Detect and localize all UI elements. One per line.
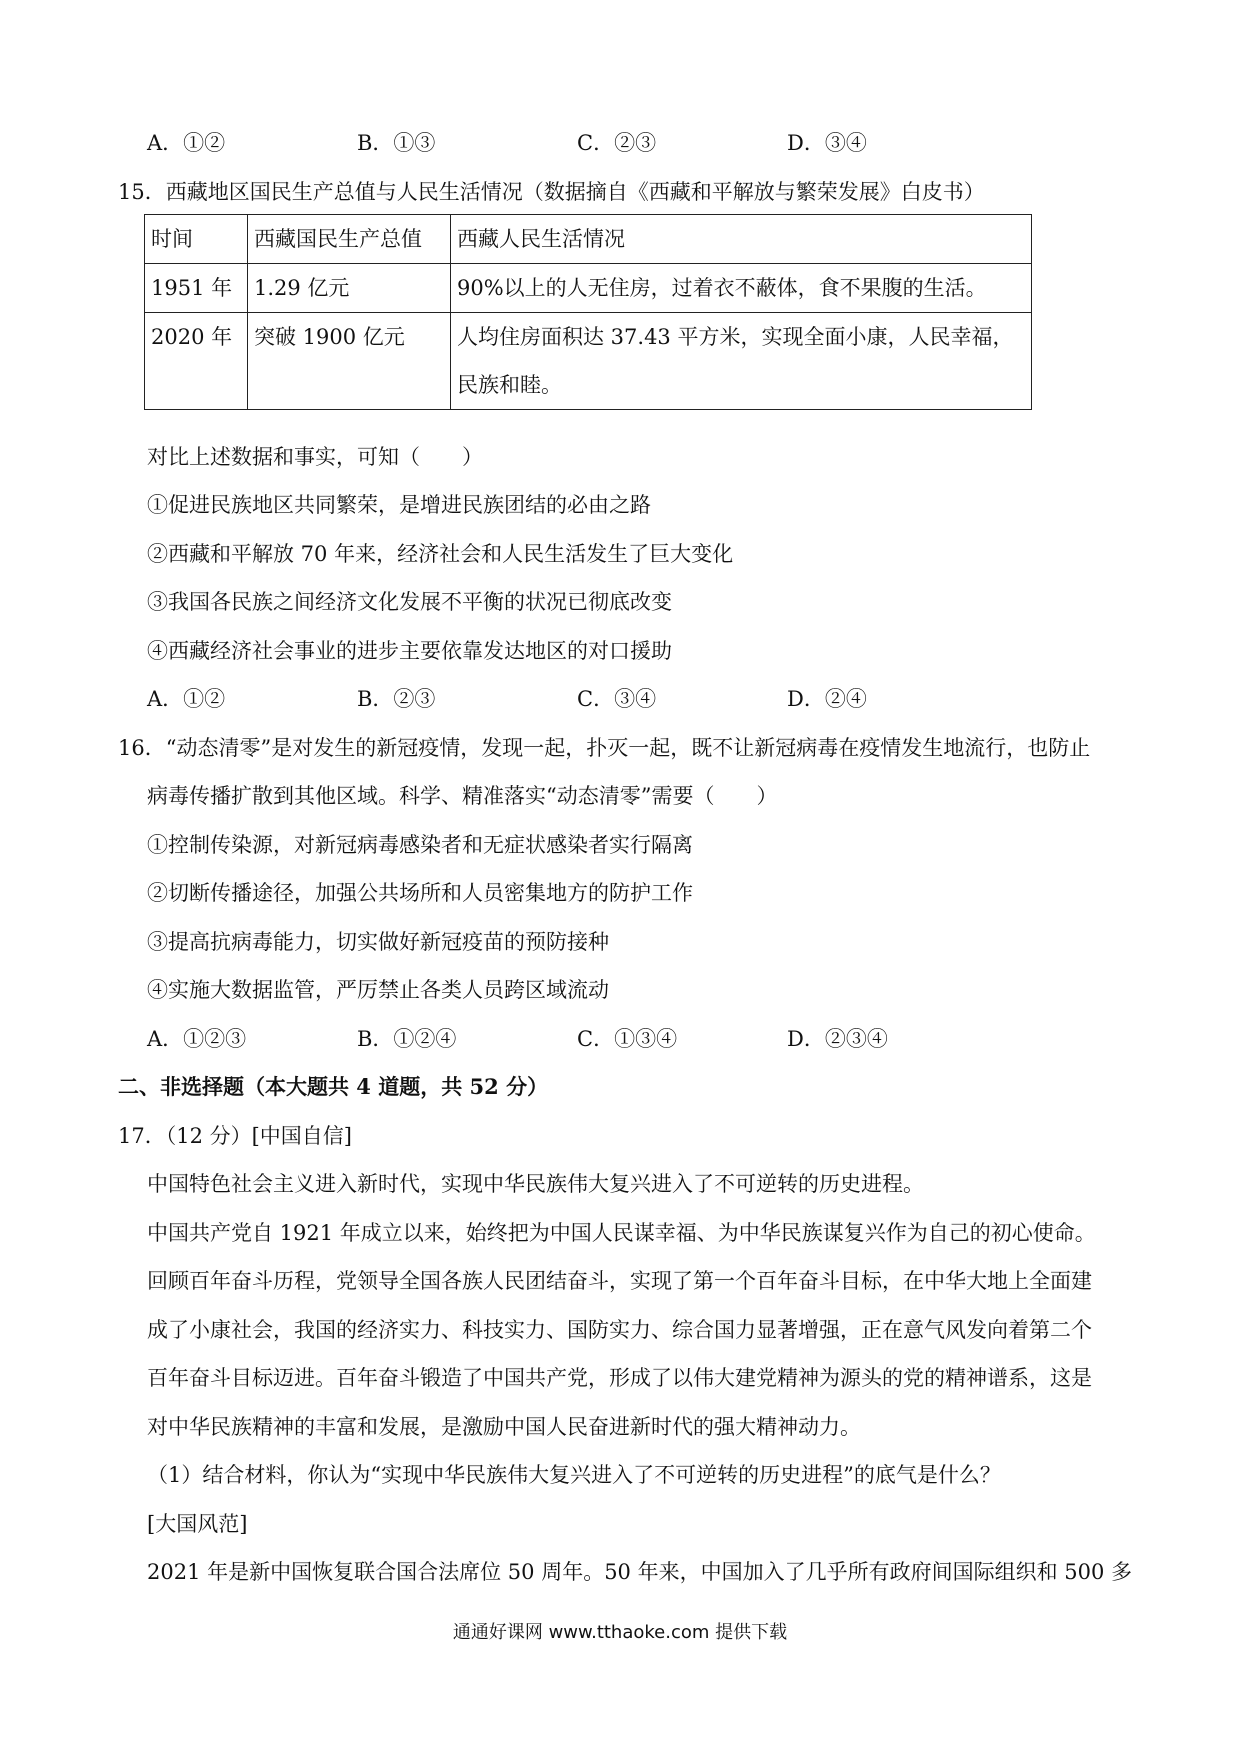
table-header-cell: 时间 xyxy=(145,215,248,264)
q17-subquestion: （1）结合材料，你认为“实现中华民族伟大复兴进入了不可逆转的历史进程”的底气是什么？ xyxy=(147,1463,1001,1487)
table-header-cell: 西藏人民生活情况 xyxy=(451,215,1032,264)
table-cell-line: 民族和睦。 xyxy=(457,373,562,397)
tibet-data-table xyxy=(144,214,1032,410)
table-header-row xyxy=(145,215,1032,264)
q16-statement: ②切断传播途径，加强公共场所和人员密集地方的防护工作 xyxy=(147,881,693,905)
q16-stem-line2: 病毒传播扩散到其他区域。科学、精准落实“动态清零”需要（ ） xyxy=(147,784,778,808)
q17-header: 17．（12 分）[中国自信] xyxy=(118,1124,353,1148)
q16-statement: ①控制传染源，对新冠病毒感染者和无症状感染者实行隔离 xyxy=(147,833,693,857)
table-header-cell: 西藏国民生产总值 xyxy=(248,215,451,264)
page-footer: 通通好课网 www.tthaoke.com 提供下载 xyxy=(452,1622,788,1643)
q16-stem-line1: 16．“动态清零”是对发生的新冠疫情，发现一起，扑灭一起，既不让新冠病毒在疫情发生地流行，也防止 xyxy=(118,736,1091,760)
q16-option-a: A．①②③ xyxy=(147,1027,247,1051)
table-cell: 1951 年 xyxy=(145,264,248,313)
q15-option-b: B．②③ xyxy=(357,687,436,711)
q17-subheading: [大国风范] xyxy=(147,1512,248,1536)
table-row xyxy=(145,313,1032,410)
table-cell: 突破 1900 亿元 xyxy=(248,313,451,410)
q16-statement: ④实施大数据监管，严厉禁止各类人员跨区域流动 xyxy=(147,978,609,1002)
table-cell: 90%以上的人无住房，过着衣不蔽体，食不果腹的生活。 xyxy=(451,264,1032,313)
q14-option-a: A．①② xyxy=(147,131,226,155)
q17-paragraph-line: 回顾百年奋斗历程，党领导全国各族人民团结奋斗，实现了第一个百年奋斗目标，在中华大地上全面建 xyxy=(147,1269,1092,1293)
q17-paragraph-line: 百年奋斗目标迈进。百年奋斗锻造了中国共产党，形成了以伟大建党精神为源头的党的精神谱系，这是 xyxy=(147,1366,1092,1390)
q17-paragraph-line: 2021 年是新中国恢复联合国合法席位 50 周年。50 年来，中国加入了几乎所有政府间国际组织和 500 多 xyxy=(147,1560,1133,1584)
q17-paragraph-line: 成了小康社会，我国的经济实力、科技实力、国防实力、综合国力显著增强，正在意气风发向着第二个 xyxy=(147,1318,1092,1342)
q15-option-d: D．②④ xyxy=(787,687,867,711)
q14-option-d: D．③④ xyxy=(787,131,867,155)
q15-prompt: 对比上述数据和事实，可知（ ） xyxy=(147,445,483,469)
q16-option-b: B．①②④ xyxy=(357,1027,457,1051)
section-heading: 二、非选择题（本大题共 4 道题，共 52 分） xyxy=(118,1074,549,1099)
q16-statement: ③提高抗病毒能力，切实做好新冠疫苗的预防接种 xyxy=(147,930,609,954)
q14-option-c: C．②③ xyxy=(577,131,657,155)
table-cell xyxy=(451,313,1032,410)
q17-paragraph-line: 中国特色社会主义进入新时代，实现中华民族伟大复兴进入了不可逆转的历史进程。 xyxy=(147,1172,924,1196)
q15-stem: 15．西藏地区国民生产总值与人民生活情况（数据摘自《西藏和平解放与繁荣发展》白皮书） xyxy=(118,180,985,204)
table-row xyxy=(145,264,1032,313)
q15-statement: ②西藏和平解放 70 年来，经济社会和人民生活发生了巨大变化 xyxy=(147,542,734,566)
q15-statement: ①促进民族地区共同繁荣，是增进民族团结的必由之路 xyxy=(147,493,651,517)
table-cell: 1.29 亿元 xyxy=(248,264,451,313)
q16-option-c: C．①③④ xyxy=(577,1027,678,1051)
q17-paragraph-line: 对中华民族精神的丰富和发展，是激励中国人民奋进新时代的强大精神动力。 xyxy=(147,1415,861,1439)
table-cell-line: 人均住房面积达 37.43 平方米，实现全面小康，人民幸福， xyxy=(457,325,1014,349)
q16-option-d: D．②③④ xyxy=(787,1027,888,1051)
q17-paragraph-line: 中国共产党自 1921 年成立以来，始终把为中国人民谋幸福、为中华民族谋复兴作为自己的初心使命。 xyxy=(147,1221,1096,1245)
q15-option-a: A．①② xyxy=(147,687,226,711)
q14-option-b: B．①③ xyxy=(357,131,436,155)
table-cell: 2020 年 xyxy=(145,313,248,410)
q15-statement: ④西藏经济社会事业的进步主要依靠发达地区的对口援助 xyxy=(147,639,672,663)
q15-option-c: C．③④ xyxy=(577,687,657,711)
q15-statement: ③我国各民族之间经济文化发展不平衡的状况已彻底改变 xyxy=(147,590,672,614)
